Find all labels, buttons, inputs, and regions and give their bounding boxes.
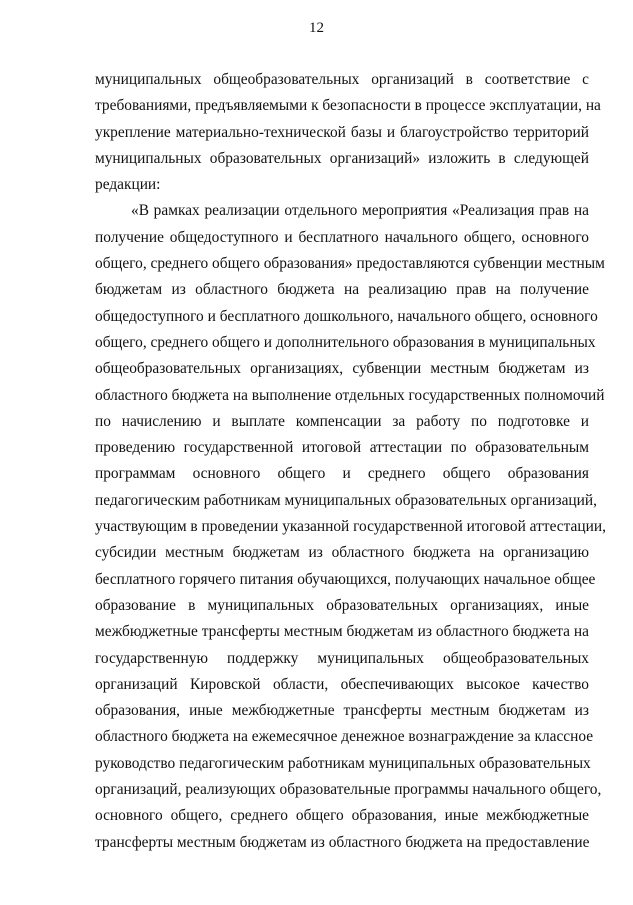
text-line: укрепление материально-технической базы и благоустройство территорий bbox=[95, 123, 589, 141]
text-line: проведению государственной итоговой аттестации по образовательным bbox=[95, 439, 589, 457]
text-line: бюджетам из областного бюджета на реализацию прав на получение bbox=[95, 281, 589, 299]
text-line: межбюджетные трансферты местным бюджетам из областного бюджета на bbox=[95, 623, 589, 641]
text-line: общего, среднего общего образования» предоставляются субвенции местным bbox=[95, 255, 605, 273]
paragraph-2 bbox=[95, 198, 606, 855]
text-line: бесплатного горячего питания обучающихся, получающих начальное общее bbox=[95, 570, 596, 588]
page-number: 12 bbox=[309, 20, 324, 36]
text-line: муниципальных образовательных организаций» изложить в следующей bbox=[95, 149, 589, 167]
text-line: общеобразовательных организациях, субвенции местным бюджетам из bbox=[95, 360, 589, 378]
text-line: областного бюджета на выполнение отдельных государственных полномочий bbox=[95, 386, 605, 404]
text-line: программам основного общего и среднего общего образования bbox=[95, 465, 589, 483]
text-line: образования, иные межбюджетные трансферты местным бюджетам из bbox=[95, 702, 589, 720]
text-line: общего, среднего общего и дополнительного образования в муниципальных bbox=[95, 333, 596, 351]
text-line: «В рамках реализации отдельного мероприятия «Реализация прав на bbox=[131, 202, 589, 220]
text-line: трансферты местным бюджетам из областного бюджета на предоставление bbox=[95, 833, 590, 851]
text-line: субсидии местным бюджетам из областного бюджета на организацию bbox=[95, 544, 589, 562]
text-line: руководство педагогическим работникам муниципальных образовательных bbox=[95, 754, 591, 772]
text-line: муниципальных общеобразовательных организаций в соответствие с bbox=[95, 71, 589, 88]
text-line: основного общего, среднего общего образования, иные межбюджетные bbox=[95, 807, 589, 825]
text-line: общедоступного и бесплатного дошкольного, начального общего, основного bbox=[95, 307, 598, 325]
text-line: педагогическим работникам муниципальных образовательных организаций, bbox=[95, 491, 597, 509]
text-line: редакции: bbox=[95, 176, 161, 194]
paragraph-1 bbox=[95, 67, 601, 198]
text-line: по начислению и выплате компенсации за работу по подготовке и bbox=[95, 412, 589, 430]
text-line: государственную поддержку муниципальных общеобразовательных bbox=[95, 649, 589, 667]
text-line: получение общедоступного и бесплатного начального общего, основного bbox=[95, 228, 589, 246]
text-line: образование в муниципальных образовательных организациях, иные bbox=[95, 596, 589, 614]
text-line: областного бюджета на ежемесячное денежное вознаграждение за классное bbox=[95, 728, 594, 746]
text-line: организаций Кировской области, обеспечивающих высокое качество bbox=[95, 675, 589, 693]
text-line: участвующим в проведении указанной государственной итоговой аттестации, bbox=[95, 518, 606, 536]
text-line: организаций, реализующих образовательные программы начального общего, bbox=[95, 781, 602, 799]
document-body bbox=[95, 67, 606, 856]
text-line: требованиями, предъявляемыми к безопасности в процессе эксплуатации, на bbox=[95, 97, 601, 115]
